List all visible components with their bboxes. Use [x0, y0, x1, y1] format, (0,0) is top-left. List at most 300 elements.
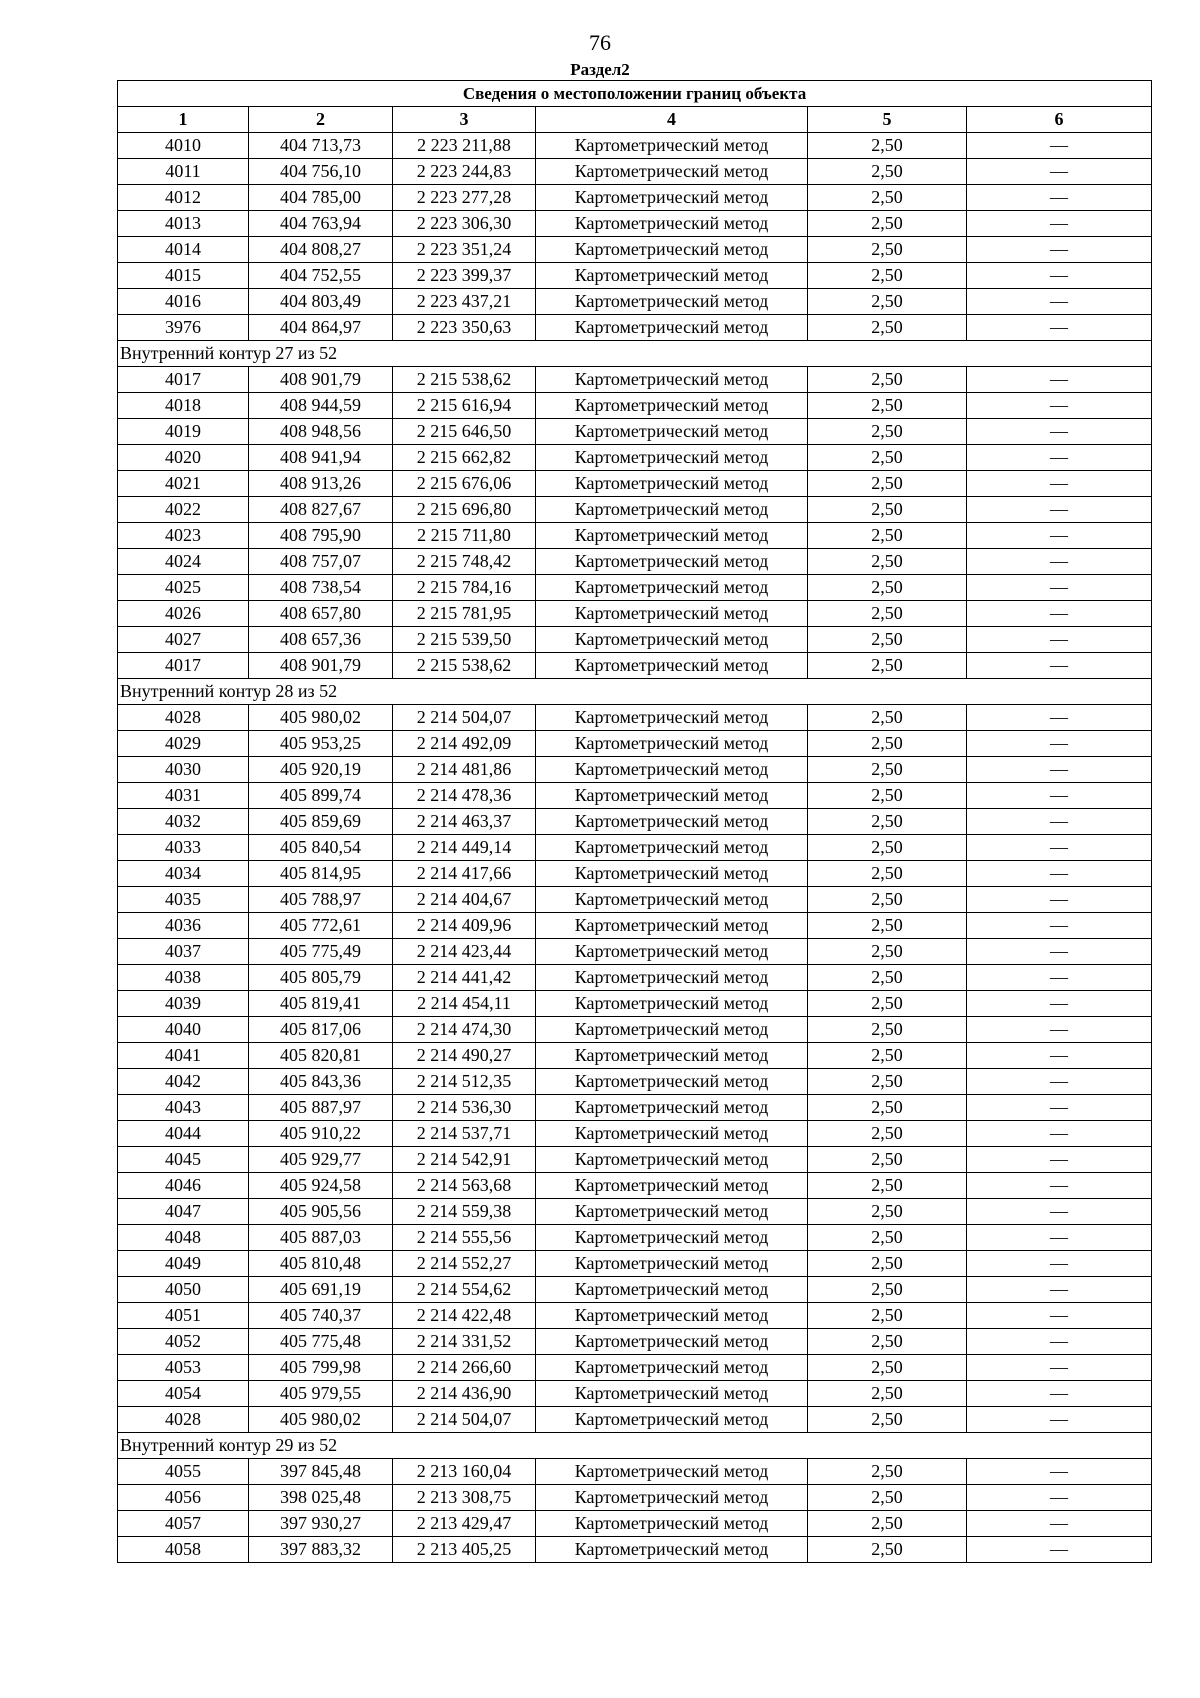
y-coordinate-cell: 2 214 542,91 [393, 1147, 536, 1173]
accuracy-cell: 2,50 [808, 289, 967, 315]
accuracy-cell: 2,50 [808, 263, 967, 289]
point-number-cell: 4027 [118, 627, 249, 653]
table-row [118, 1355, 1152, 1381]
table-row [118, 419, 1152, 445]
table-row [118, 1043, 1152, 1069]
table-row [118, 1199, 1152, 1225]
x-coordinate-cell: 405 814,95 [249, 861, 393, 887]
column-number: 1 [118, 107, 249, 133]
point-number-cell: 4011 [118, 159, 249, 185]
y-coordinate-cell: 2 214 463,37 [393, 809, 536, 835]
method-cell: Картометрический метод [536, 185, 808, 211]
column-number: 2 [249, 107, 393, 133]
accuracy-cell: 2,50 [808, 575, 967, 601]
method-cell: Картометрический метод [536, 445, 808, 471]
method-cell: Картометрический метод [536, 1173, 808, 1199]
x-coordinate-cell: 408 795,90 [249, 523, 393, 549]
description-cell: — [967, 1381, 1152, 1407]
description-cell: — [967, 471, 1152, 497]
accuracy-cell: 2,50 [808, 471, 967, 497]
y-coordinate-cell: 2 223 306,30 [393, 211, 536, 237]
table-row [118, 939, 1152, 965]
y-coordinate-cell: 2 214 481,86 [393, 757, 536, 783]
y-coordinate-cell: 2 214 478,36 [393, 783, 536, 809]
method-cell: Картометрический метод [536, 237, 808, 263]
method-cell: Картометрический метод [536, 1381, 808, 1407]
x-coordinate-cell: 405 810,48 [249, 1251, 393, 1277]
description-cell: — [967, 601, 1152, 627]
table-row [118, 1407, 1152, 1433]
boundary-table [117, 80, 1152, 1563]
x-coordinate-cell: 405 920,19 [249, 757, 393, 783]
y-coordinate-cell: 2 214 490,27 [393, 1043, 536, 1069]
x-coordinate-cell: 404 785,00 [249, 185, 393, 211]
description-cell: — [967, 1199, 1152, 1225]
y-coordinate-cell: 2 223 351,24 [393, 237, 536, 263]
table-row [118, 549, 1152, 575]
accuracy-cell: 2,50 [808, 1173, 967, 1199]
y-coordinate-cell: 2 214 554,62 [393, 1277, 536, 1303]
x-coordinate-cell: 405 840,54 [249, 835, 393, 861]
x-coordinate-cell: 405 979,55 [249, 1381, 393, 1407]
method-cell: Картометрический метод [536, 1225, 808, 1251]
description-cell: — [967, 991, 1152, 1017]
method-cell: Картометрический метод [536, 965, 808, 991]
y-coordinate-cell: 2 214 266,60 [393, 1355, 536, 1381]
y-coordinate-cell: 2 215 538,62 [393, 367, 536, 393]
x-coordinate-cell: 405 899,74 [249, 783, 393, 809]
description-cell: — [967, 367, 1152, 393]
table-row [118, 653, 1152, 679]
table-row [118, 731, 1152, 757]
accuracy-cell: 2,50 [808, 1485, 967, 1511]
description-cell: — [967, 887, 1152, 913]
table-row [118, 185, 1152, 211]
point-number-cell: 4051 [118, 1303, 249, 1329]
point-number-cell: 4018 [118, 393, 249, 419]
description-cell: — [967, 1095, 1152, 1121]
contour-label: Внутренний контур 29 из 52 [118, 1433, 1152, 1459]
x-coordinate-cell: 408 901,79 [249, 653, 393, 679]
description-cell: — [967, 497, 1152, 523]
accuracy-cell: 2,50 [808, 1459, 967, 1485]
point-number-cell: 4024 [118, 549, 249, 575]
x-coordinate-cell: 404 713,73 [249, 133, 393, 159]
table-row [118, 1147, 1152, 1173]
description-cell: — [967, 185, 1152, 211]
method-cell: Картометрический метод [536, 783, 808, 809]
method-cell: Картометрический метод [536, 211, 808, 237]
accuracy-cell: 2,50 [808, 653, 967, 679]
point-number-cell: 4054 [118, 1381, 249, 1407]
x-coordinate-cell: 404 864,97 [249, 315, 393, 341]
table-row [118, 627, 1152, 653]
description-cell: — [967, 1225, 1152, 1251]
accuracy-cell: 2,50 [808, 549, 967, 575]
accuracy-cell: 2,50 [808, 783, 967, 809]
y-coordinate-cell: 2 223 244,83 [393, 159, 536, 185]
point-number-cell: 4034 [118, 861, 249, 887]
accuracy-cell: 2,50 [808, 1407, 967, 1433]
x-coordinate-cell: 405 805,79 [249, 965, 393, 991]
method-cell: Картометрический метод [536, 1017, 808, 1043]
method-cell: Картометрический метод [536, 523, 808, 549]
x-coordinate-cell: 397 930,27 [249, 1511, 393, 1537]
x-coordinate-cell: 405 820,81 [249, 1043, 393, 1069]
description-cell: — [967, 315, 1152, 341]
accuracy-cell: 2,50 [808, 835, 967, 861]
table-row [118, 1329, 1152, 1355]
table-row [118, 1069, 1152, 1095]
table-row [118, 1173, 1152, 1199]
x-coordinate-cell: 408 757,07 [249, 549, 393, 575]
method-cell: Картометрический метод [536, 1199, 808, 1225]
point-number-cell: 4036 [118, 913, 249, 939]
method-cell: Картометрический метод [536, 419, 808, 445]
x-coordinate-cell: 408 827,67 [249, 497, 393, 523]
method-cell: Картометрический метод [536, 991, 808, 1017]
column-number: 4 [536, 107, 808, 133]
point-number-cell: 4031 [118, 783, 249, 809]
method-cell: Картометрический метод [536, 1329, 808, 1355]
table-row [118, 445, 1152, 471]
column-number-row [118, 107, 1152, 133]
description-cell: — [967, 705, 1152, 731]
y-coordinate-cell: 2 223 437,21 [393, 289, 536, 315]
point-number-cell: 4055 [118, 1459, 249, 1485]
accuracy-cell: 2,50 [808, 939, 967, 965]
method-cell: Картометрический метод [536, 497, 808, 523]
column-number: 3 [393, 107, 536, 133]
accuracy-cell: 2,50 [808, 809, 967, 835]
method-cell: Картометрический метод [536, 263, 808, 289]
method-cell: Картометрический метод [536, 1303, 808, 1329]
method-cell: Картометрический метод [536, 705, 808, 731]
y-coordinate-cell: 2 215 748,42 [393, 549, 536, 575]
point-number-cell: 4058 [118, 1537, 249, 1563]
contour-label: Внутренний контур 28 из 52 [118, 679, 1152, 705]
accuracy-cell: 2,50 [808, 1381, 967, 1407]
table-row [118, 523, 1152, 549]
table-row [118, 991, 1152, 1017]
description-cell: — [967, 653, 1152, 679]
description-cell: — [967, 1069, 1152, 1095]
method-cell: Картометрический метод [536, 731, 808, 757]
method-cell: Картометрический метод [536, 939, 808, 965]
point-number-cell: 4050 [118, 1277, 249, 1303]
description-cell: — [967, 861, 1152, 887]
table-row [118, 1511, 1152, 1537]
point-number-cell: 4052 [118, 1329, 249, 1355]
accuracy-cell: 2,50 [808, 757, 967, 783]
point-number-cell: 4046 [118, 1173, 249, 1199]
table-row [118, 1251, 1152, 1277]
x-coordinate-cell: 398 025,48 [249, 1485, 393, 1511]
point-number-cell: 4017 [118, 367, 249, 393]
accuracy-cell: 2,50 [808, 991, 967, 1017]
point-number-cell: 4017 [118, 653, 249, 679]
table-row [118, 263, 1152, 289]
accuracy-cell: 2,50 [808, 185, 967, 211]
method-cell: Картометрический метод [536, 367, 808, 393]
description-cell: — [967, 1485, 1152, 1511]
point-number-cell: 4032 [118, 809, 249, 835]
accuracy-cell: 2,50 [808, 601, 967, 627]
y-coordinate-cell: 2 223 350,63 [393, 315, 536, 341]
accuracy-cell: 2,50 [808, 1355, 967, 1381]
description-cell: — [967, 445, 1152, 471]
method-cell: Картометрический метод [536, 861, 808, 887]
description-cell: — [967, 237, 1152, 263]
accuracy-cell: 2,50 [808, 1511, 967, 1537]
y-coordinate-cell: 2 215 662,82 [393, 445, 536, 471]
x-coordinate-cell: 405 910,22 [249, 1121, 393, 1147]
accuracy-cell: 2,50 [808, 1017, 967, 1043]
description-cell: — [967, 159, 1152, 185]
table-row [118, 1277, 1152, 1303]
point-number-cell: 4012 [118, 185, 249, 211]
accuracy-cell: 2,50 [808, 887, 967, 913]
method-cell: Картометрический метод [536, 159, 808, 185]
method-cell: Картометрический метод [536, 1459, 808, 1485]
y-coordinate-cell: 2 223 399,37 [393, 263, 536, 289]
table-row [118, 159, 1152, 185]
y-coordinate-cell: 2 214 492,09 [393, 731, 536, 757]
table-row [118, 497, 1152, 523]
x-coordinate-cell: 405 691,19 [249, 1277, 393, 1303]
accuracy-cell: 2,50 [808, 211, 967, 237]
method-cell: Картометрический метод [536, 1043, 808, 1069]
table-row [118, 783, 1152, 809]
accuracy-cell: 2,50 [808, 1121, 967, 1147]
method-cell: Картометрический метод [536, 1537, 808, 1563]
x-coordinate-cell: 405 929,77 [249, 1147, 393, 1173]
x-coordinate-cell: 405 980,02 [249, 1407, 393, 1433]
x-coordinate-cell: 405 905,56 [249, 1199, 393, 1225]
point-number-cell: 4042 [118, 1069, 249, 1095]
accuracy-cell: 2,50 [808, 1199, 967, 1225]
accuracy-cell: 2,50 [808, 1251, 967, 1277]
y-coordinate-cell: 2 214 409,96 [393, 913, 536, 939]
table-row [118, 471, 1152, 497]
y-coordinate-cell: 2 215 539,50 [393, 627, 536, 653]
description-cell: — [967, 1173, 1152, 1199]
y-coordinate-cell: 2 214 504,07 [393, 705, 536, 731]
accuracy-cell: 2,50 [808, 497, 967, 523]
accuracy-cell: 2,50 [808, 1069, 967, 1095]
description-cell: — [967, 783, 1152, 809]
accuracy-cell: 2,50 [808, 913, 967, 939]
y-coordinate-cell: 2 214 559,38 [393, 1199, 536, 1225]
y-coordinate-cell: 2 223 277,28 [393, 185, 536, 211]
point-number-cell: 4013 [118, 211, 249, 237]
x-coordinate-cell: 397 845,48 [249, 1459, 393, 1485]
point-number-cell: 4014 [118, 237, 249, 263]
accuracy-cell: 2,50 [808, 1303, 967, 1329]
x-coordinate-cell: 405 788,97 [249, 887, 393, 913]
method-cell: Картометрический метод [536, 1251, 808, 1277]
table-row [118, 835, 1152, 861]
table-caption: Сведения о местоположении границ объекта [118, 81, 1152, 107]
x-coordinate-cell: 405 775,49 [249, 939, 393, 965]
description-cell: — [967, 1017, 1152, 1043]
table-body [118, 133, 1152, 1563]
description-cell: — [967, 1277, 1152, 1303]
point-number-cell: 4022 [118, 497, 249, 523]
x-coordinate-cell: 408 901,79 [249, 367, 393, 393]
contour-header-row [118, 1433, 1152, 1459]
column-number: 6 [967, 107, 1152, 133]
table-row [118, 1537, 1152, 1563]
table-row [118, 1381, 1152, 1407]
accuracy-cell: 2,50 [808, 1095, 967, 1121]
point-number-cell: 4033 [118, 835, 249, 861]
x-coordinate-cell: 408 657,36 [249, 627, 393, 653]
table-row [118, 237, 1152, 263]
description-cell: — [967, 289, 1152, 315]
x-coordinate-cell: 408 941,94 [249, 445, 393, 471]
description-cell: — [967, 1043, 1152, 1069]
x-coordinate-cell: 405 843,36 [249, 1069, 393, 1095]
point-number-cell: 3976 [118, 315, 249, 341]
y-coordinate-cell: 2 214 555,56 [393, 1225, 536, 1251]
description-cell: — [967, 549, 1152, 575]
y-coordinate-cell: 2 214 417,66 [393, 861, 536, 887]
point-number-cell: 4030 [118, 757, 249, 783]
accuracy-cell: 2,50 [808, 1225, 967, 1251]
method-cell: Картометрический метод [536, 601, 808, 627]
y-coordinate-cell: 2 215 646,50 [393, 419, 536, 445]
y-coordinate-cell: 2 215 711,80 [393, 523, 536, 549]
description-cell: — [967, 757, 1152, 783]
description-cell: — [967, 1407, 1152, 1433]
table-row [118, 211, 1152, 237]
x-coordinate-cell: 405 924,58 [249, 1173, 393, 1199]
description-cell: — [967, 1537, 1152, 1563]
y-coordinate-cell: 2 213 405,25 [393, 1537, 536, 1563]
x-coordinate-cell: 405 819,41 [249, 991, 393, 1017]
table-row [118, 601, 1152, 627]
method-cell: Картометрический метод [536, 1069, 808, 1095]
x-coordinate-cell: 405 953,25 [249, 731, 393, 757]
method-cell: Картометрический метод [536, 1121, 808, 1147]
method-cell: Картометрический метод [536, 575, 808, 601]
y-coordinate-cell: 2 213 429,47 [393, 1511, 536, 1537]
x-coordinate-cell: 405 887,03 [249, 1225, 393, 1251]
method-cell: Картометрический метод [536, 913, 808, 939]
table-row [118, 757, 1152, 783]
accuracy-cell: 2,50 [808, 367, 967, 393]
x-coordinate-cell: 408 657,80 [249, 601, 393, 627]
description-cell: — [967, 211, 1152, 237]
table-row [118, 887, 1152, 913]
method-cell: Картометрический метод [536, 1355, 808, 1381]
method-cell: Картометрический метод [536, 809, 808, 835]
method-cell: Картометрический метод [536, 549, 808, 575]
accuracy-cell: 2,50 [808, 445, 967, 471]
accuracy-cell: 2,50 [808, 861, 967, 887]
table-row [118, 289, 1152, 315]
y-coordinate-cell: 2 214 552,27 [393, 1251, 536, 1277]
accuracy-cell: 2,50 [808, 1329, 967, 1355]
accuracy-cell: 2,50 [808, 237, 967, 263]
y-coordinate-cell: 2 214 512,35 [393, 1069, 536, 1095]
y-coordinate-cell: 2 214 331,52 [393, 1329, 536, 1355]
description-cell: — [967, 263, 1152, 289]
accuracy-cell: 2,50 [808, 315, 967, 341]
accuracy-cell: 2,50 [808, 523, 967, 549]
x-coordinate-cell: 405 775,48 [249, 1329, 393, 1355]
x-coordinate-cell: 404 803,49 [249, 289, 393, 315]
x-coordinate-cell: 397 883,32 [249, 1537, 393, 1563]
description-cell: — [967, 575, 1152, 601]
method-cell: Картометрический метод [536, 1147, 808, 1173]
description-cell: — [967, 1355, 1152, 1381]
description-cell: — [967, 1303, 1152, 1329]
contour-header-row [118, 679, 1152, 705]
table-row [118, 367, 1152, 393]
table-row [118, 1459, 1152, 1485]
point-number-cell: 4056 [118, 1485, 249, 1511]
y-coordinate-cell: 2 214 474,30 [393, 1017, 536, 1043]
description-cell: — [967, 1329, 1152, 1355]
table-row [118, 705, 1152, 731]
accuracy-cell: 2,50 [808, 1043, 967, 1069]
table-row [118, 393, 1152, 419]
method-cell: Картометрический метод [536, 315, 808, 341]
accuracy-cell: 2,50 [808, 705, 967, 731]
method-cell: Картометрический метод [536, 757, 808, 783]
method-cell: Картометрический метод [536, 1511, 808, 1537]
point-number-cell: 4057 [118, 1511, 249, 1537]
y-coordinate-cell: 2 214 454,11 [393, 991, 536, 1017]
x-coordinate-cell: 404 752,55 [249, 263, 393, 289]
table-row [118, 1017, 1152, 1043]
x-coordinate-cell: 405 799,98 [249, 1355, 393, 1381]
point-number-cell: 4015 [118, 263, 249, 289]
point-number-cell: 4028 [118, 1407, 249, 1433]
y-coordinate-cell: 2 214 504,07 [393, 1407, 536, 1433]
point-number-cell: 4021 [118, 471, 249, 497]
point-number-cell: 4010 [118, 133, 249, 159]
description-cell: — [967, 393, 1152, 419]
point-number-cell: 4045 [118, 1147, 249, 1173]
y-coordinate-cell: 2 214 436,90 [393, 1381, 536, 1407]
x-coordinate-cell: 405 980,02 [249, 705, 393, 731]
description-cell: — [967, 1147, 1152, 1173]
accuracy-cell: 2,50 [808, 393, 967, 419]
accuracy-cell: 2,50 [808, 1277, 967, 1303]
point-number-cell: 4035 [118, 887, 249, 913]
point-number-cell: 4041 [118, 1043, 249, 1069]
y-coordinate-cell: 2 213 308,75 [393, 1485, 536, 1511]
point-number-cell: 4028 [118, 705, 249, 731]
description-cell: — [967, 1251, 1152, 1277]
point-number-cell: 4025 [118, 575, 249, 601]
description-cell: — [967, 939, 1152, 965]
x-coordinate-cell: 405 887,97 [249, 1095, 393, 1121]
y-coordinate-cell: 2 214 537,71 [393, 1121, 536, 1147]
table-row [118, 965, 1152, 991]
point-number-cell: 4049 [118, 1251, 249, 1277]
y-coordinate-cell: 2 214 441,42 [393, 965, 536, 991]
point-number-cell: 4043 [118, 1095, 249, 1121]
method-cell: Картометрический метод [536, 1407, 808, 1433]
accuracy-cell: 2,50 [808, 965, 967, 991]
accuracy-cell: 2,50 [808, 133, 967, 159]
description-cell: — [967, 835, 1152, 861]
method-cell: Картометрический метод [536, 627, 808, 653]
